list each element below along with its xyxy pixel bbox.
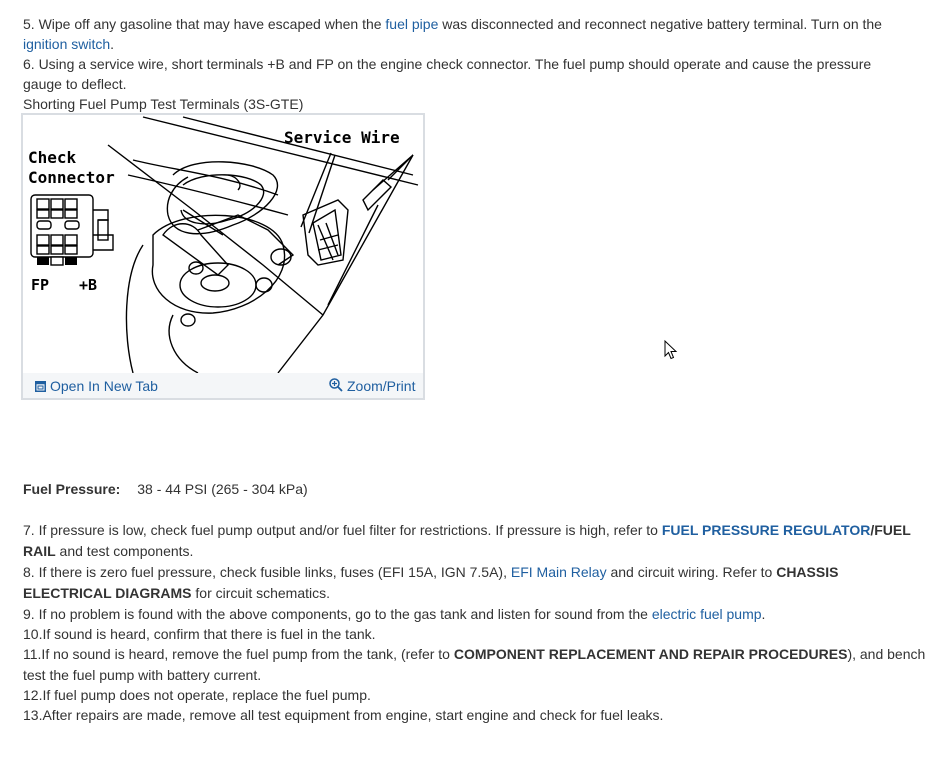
efi-main-relay-link[interactable]: EFI Main Relay [510,564,607,580]
ignition-switch-link[interactable]: ignition switch [23,36,111,52]
step-11-line-2: test the fuel pump with battery current. [23,667,262,683]
step-5-line-2: ignition switch. [23,36,115,52]
step-13: 13.After repairs are made, remove all test equipment from engine, start engine and check for fuel leaks. [23,707,664,723]
connector-label: Connector [28,168,115,187]
mouse-cursor-icon [664,340,678,360]
step-11-line-1: 11.If no sound is heard, remove the fuel pump from the tank, (refer to COMPONENT REPLACEMENT AND REPAIR PROCEDURES), and bench [23,646,925,662]
figure-caption: Shorting Fuel Pump Test Terminals (3S-GTE) [23,96,304,112]
zoom-print-button[interactable]: Zoom/Print [329,378,415,394]
fuel-pipe-link[interactable]: fuel pipe [385,16,439,32]
fuel-pressure-spec [23,479,308,499]
step-10: 10.If sound is heard, confirm that there is fuel in the tank. [23,626,376,642]
fuel-pressure-label: Fuel Pressure: [23,481,121,497]
fuel-pump-terminals-illustration[interactable] [23,115,423,373]
step-6-line-2: gauge to deflect. [23,76,127,92]
step-5-line-1: 5. Wipe off any gasoline that may have escaped when the fuel pipe was disconnected and reconnect negative battery terminal. Turn on the [23,16,882,32]
step-8-line-1: 8. If there is zero fuel pressure, check fusible links, fuses (EFI 15A, IGN 7.5A), EFI Main Relay and circuit wiring. Refer to CHASSIS [23,564,839,580]
step-6-line-1: 6. Using a service wire, short terminals +B and FP on the engine check connector. The fuel pump should operate and cause the pressure [23,56,872,72]
open-in-new-tab-icon [35,381,46,392]
service-wire-label: Service Wire [284,128,400,147]
step-7-line-2: RAIL and test components. [23,543,194,559]
magnifier-plus-icon [329,378,343,392]
step-8-line-2: ELECTRICAL DIAGRAMS for circuit schematics. [23,585,331,601]
figure-toolbar [23,373,423,398]
electric-fuel-pump-link[interactable]: electric fuel pump [651,606,762,622]
fp-terminal-label: FP [31,276,50,294]
figure-box [21,113,425,400]
open-in-new-tab-button[interactable]: Open In New Tab [35,378,158,394]
fuel-pressure-value: 38 - 44 PSI (265 - 304 kPa) [137,481,308,497]
step-7-line-1: 7. If pressure is low, check fuel pump output and/or fuel filter for restrictions. If pressure is high, refer to FUEL PRESSURE REGULATOR/FUEL [23,522,911,538]
check-label: Check [28,148,77,167]
step-12: 12.If fuel pump does not operate, replace the fuel pump. [23,687,371,703]
step-9: 9. If no problem is found with the above components, go to the gas tank and listen for sound from the electric fuel pump. [23,606,766,622]
plus-b-terminal-label: +B [79,276,98,294]
fuel-pressure-regulator-link[interactable]: FUEL PRESSURE REGULATOR [661,522,871,538]
